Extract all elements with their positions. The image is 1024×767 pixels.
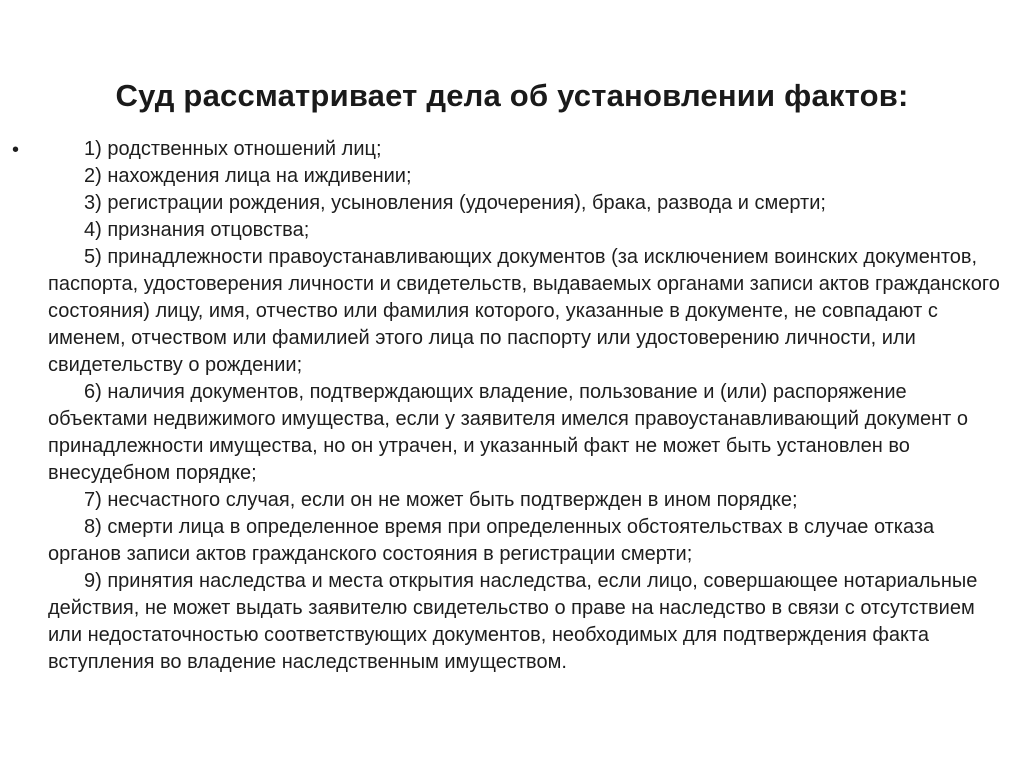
- list-item: 5) принадлежности правоустанавливающих документов (за исключением воинских документов, паспорта, удостоверения личности и свидетельств, выдаваемых органами записи актов гражданского состояния) лицу, имя, отчество или фамилия которого, указанные в документе, не совпадают с именем, отчеством или фамилией этого лица по паспорту или удостоверению личности, или свидетельству о рождении;: [48, 246, 1000, 376]
- content-body: [48, 136, 1006, 676]
- slide-title: Суд рассматривает дела об установлении фактов:: [115, 78, 909, 113]
- list-item: 6) наличия документов, подтверждающих владение, пользование и (или) распоряжение объектами недвижимого имущества, если у заявителя имелся правоустанавливающий документ о принадлежности имущества, но он утрачен, и указанный факт не может быть установлен во внесудебном порядке;: [48, 381, 968, 484]
- bullet-marker: •: [12, 139, 20, 161]
- list-item: 4) признания отцовства;: [84, 219, 310, 241]
- list-item: 9) принятия наследства и места открытия наследства, если лицо, совершающее нотариальные действия, не может выдать заявителю свидетельство о праве на наследство в связи с отсутствием или недостаточностью соответствующих документов, необходимых для подтверждения факта вступления во владение наследственным имуществом.: [48, 570, 978, 673]
- list-item: 7) несчастного случая, если он не может быть подтвержден в ином порядке;: [84, 489, 798, 511]
- list-item: 3) регистрации рождения, усыновления (удочерения), брака, развода и смерти;: [84, 192, 826, 214]
- list-item: 2) нахождения лица на иждивении;: [84, 165, 412, 187]
- list-item: 8) смерти лица в определенное время при определенных обстоятельствах в случае отказа органов записи актов гражданского состояния в регистрации смерти;: [48, 516, 935, 565]
- list-item: 1) родственных отношений лиц;: [84, 138, 382, 160]
